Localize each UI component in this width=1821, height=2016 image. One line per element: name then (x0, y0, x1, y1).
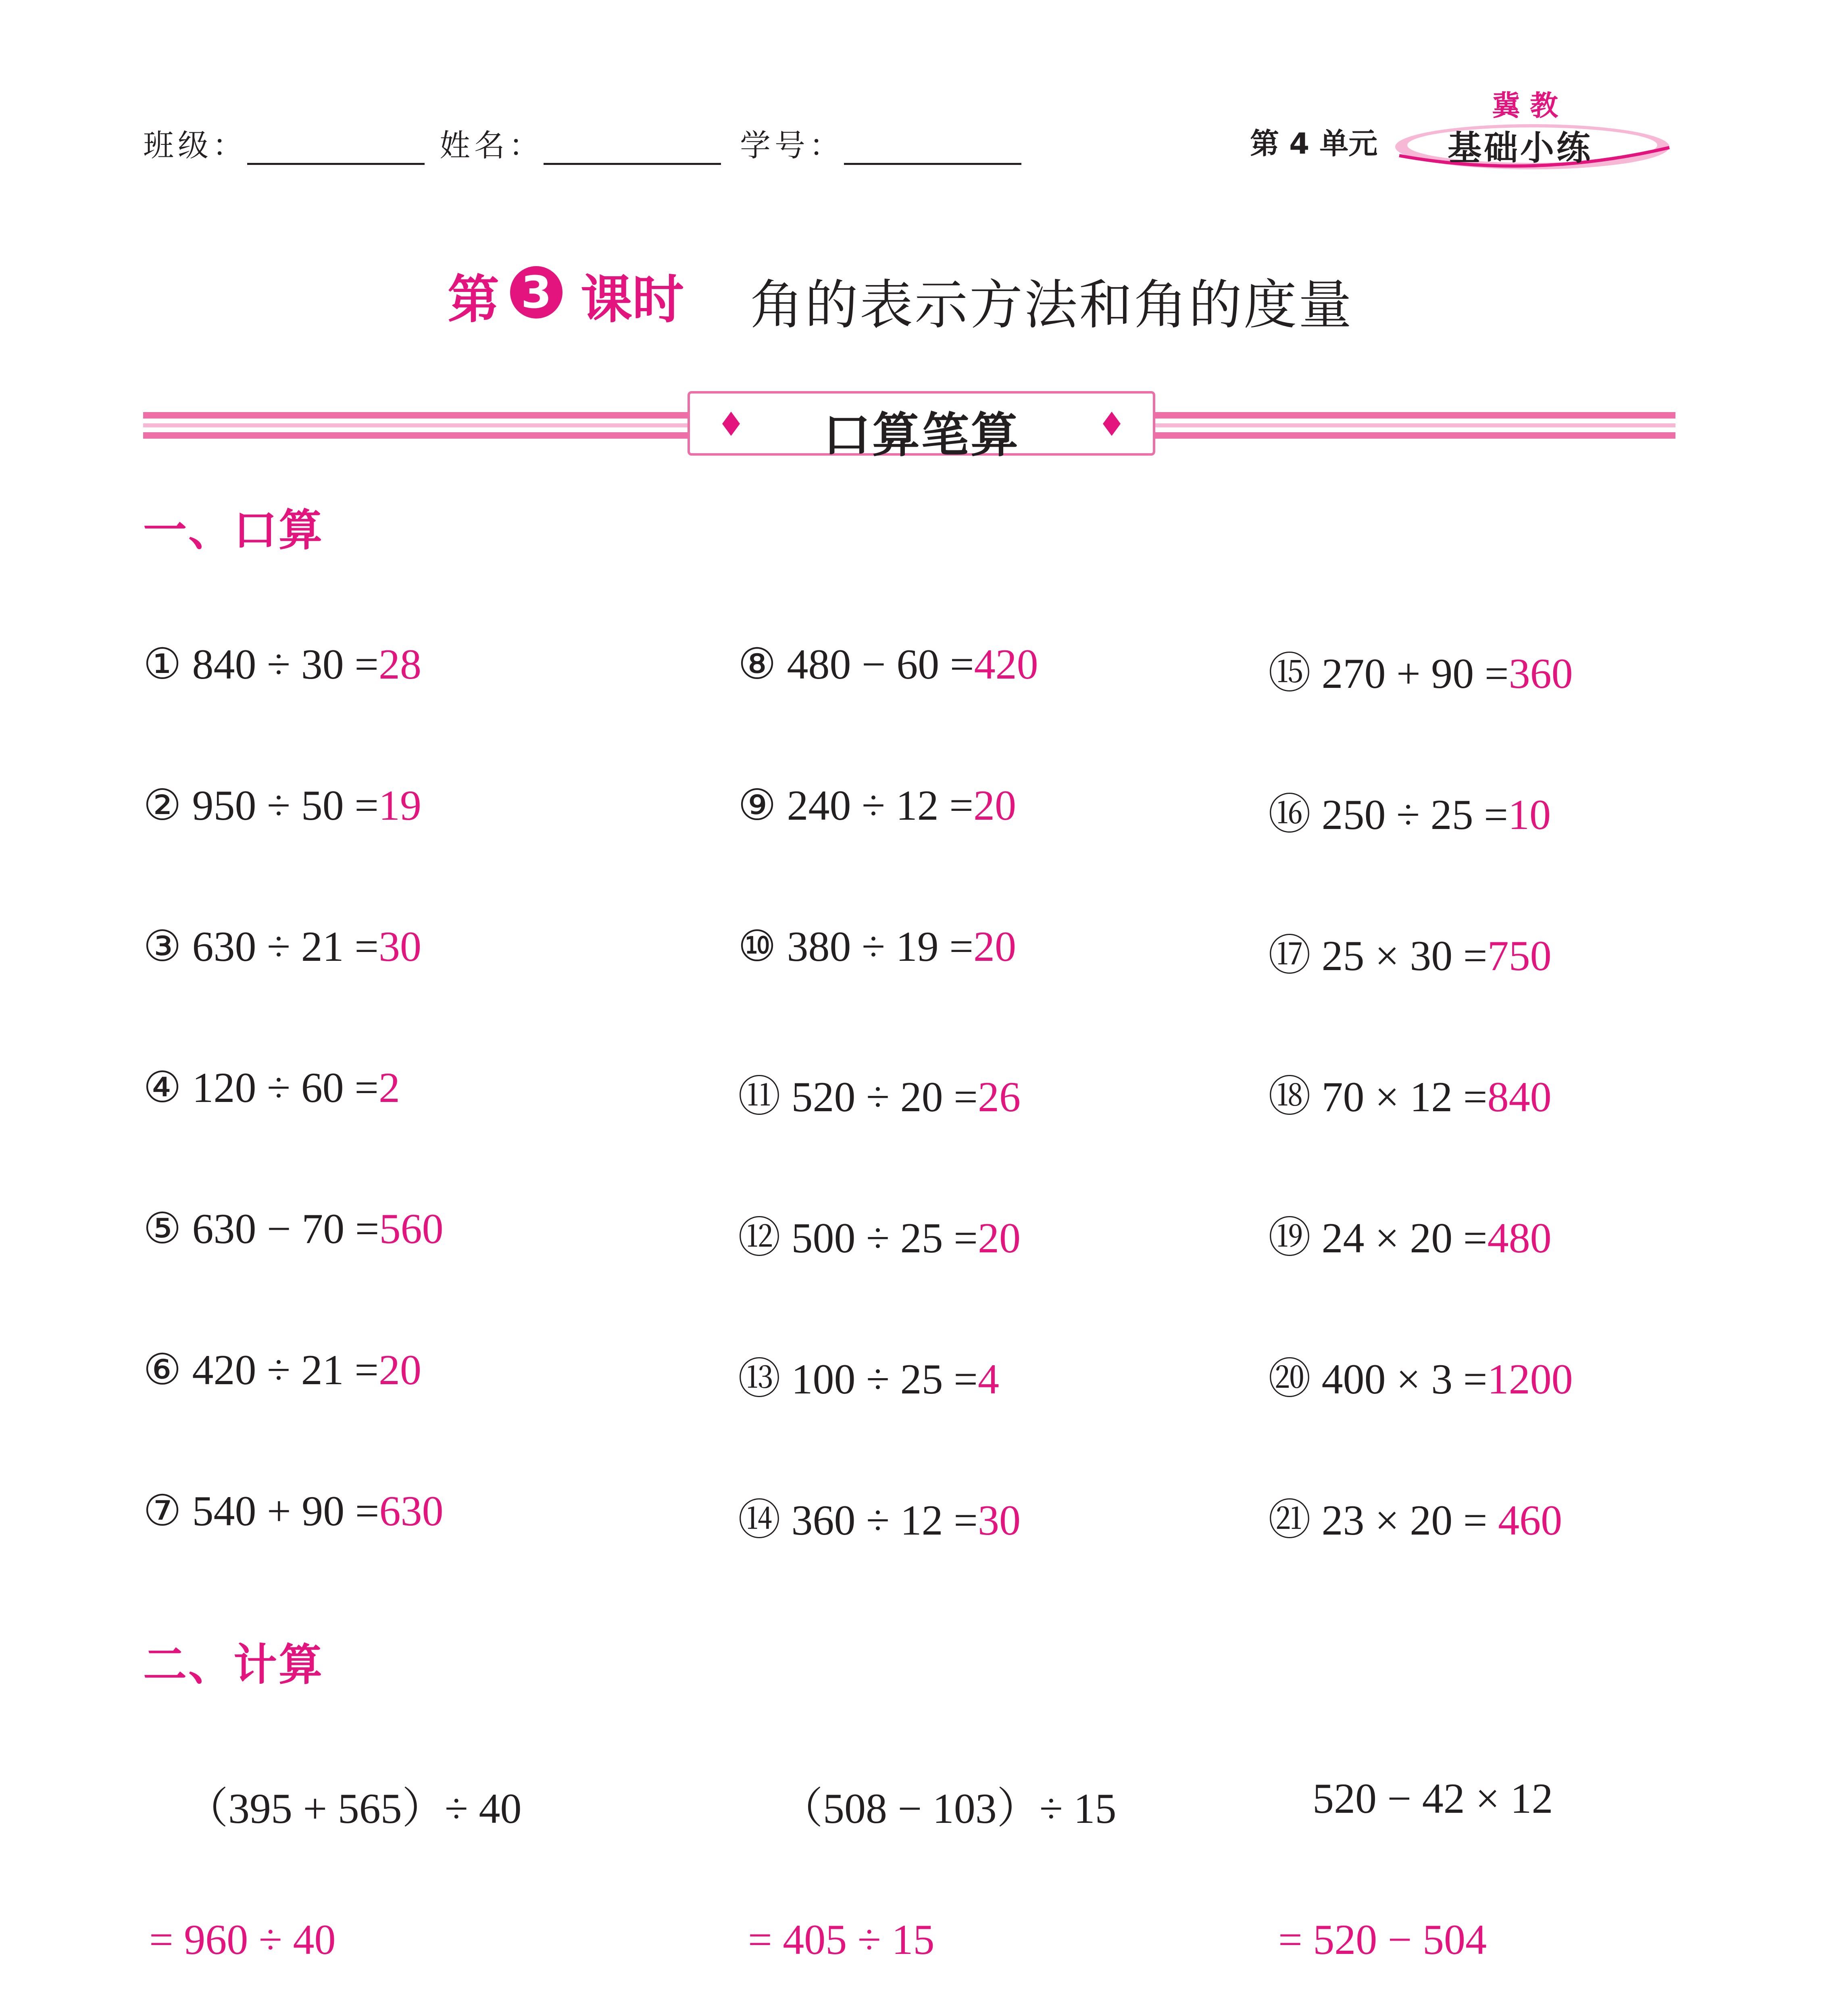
id-blank[interactable] (844, 139, 1021, 165)
oral-problem: ⑲ 24 × 20 =480 (1268, 1214, 1552, 1262)
oral-problem: ⑮ 270 + 90 =360 (1268, 650, 1573, 697)
answer: 560 (379, 1205, 444, 1252)
answer: 10 (1508, 791, 1551, 838)
part1-heading: 一、口算 (143, 505, 324, 556)
name-field (440, 121, 721, 165)
diamond-icon (1103, 412, 1121, 436)
answer: 20 (973, 782, 1016, 829)
oral-problem: ⑦ 540 + 90 =630 (143, 1487, 444, 1535)
oral-problem: ④ 120 ÷ 60 =2 (143, 1064, 400, 1111)
answer: 750 (1487, 932, 1552, 979)
section-band-box (688, 391, 1155, 463)
answer: 2 (379, 1064, 400, 1111)
answer: 360 (1508, 650, 1573, 697)
answer: 1200 (1487, 1356, 1573, 1403)
section-band-title: 口算笔算 (823, 407, 1020, 463)
answer: 28 (379, 641, 421, 688)
calc-expression: 520 − 42 × 12 (1313, 1775, 1553, 1822)
calc-expression: （395 + 565）÷ 40 (185, 1785, 522, 1832)
oral-problem: ⑧ 480 − 60 =420 (738, 641, 1038, 688)
lesson-prefix: 第 (448, 270, 500, 330)
name-blank[interactable] (544, 139, 721, 165)
calc-step: = 520 − 504 (1278, 1916, 1487, 1963)
answer: 480 (1487, 1214, 1552, 1262)
lesson-title: 角的表示方法和角的度量 (750, 274, 1353, 336)
lesson-number-badge: 3 (510, 266, 563, 319)
answer: 20 (379, 1346, 421, 1393)
answer: 20 (977, 1214, 1021, 1262)
calc-expression: （508 − 103）÷ 15 (780, 1785, 1117, 1832)
answer: 20 (973, 923, 1016, 970)
oral-problem: ② 950 ÷ 50 =19 (143, 782, 421, 829)
oral-problem: ⑯ 250 ÷ 25 =10 (1268, 791, 1551, 838)
oral-problem: ① 840 ÷ 30 =28 (143, 641, 421, 688)
oral-problem: ⑥ 420 ÷ 21 =20 (143, 1346, 421, 1393)
oral-problem: ⑩ 380 ÷ 19 =20 (738, 923, 1016, 970)
oral-problem: ⑭ 360 ÷ 12 =30 (738, 1497, 1021, 1544)
answer: 30 (977, 1497, 1021, 1544)
class-label: 班级： (143, 127, 247, 163)
brand-title: 基础小练 (1448, 128, 1593, 168)
answer: 30 (379, 923, 421, 970)
answer: 460 (1498, 1497, 1563, 1544)
class-blank[interactable] (247, 139, 425, 165)
oral-problem: ⑫ 500 ÷ 25 =20 (738, 1214, 1021, 1262)
oral-problem: ⑰ 25 × 30 =750 (1268, 932, 1552, 979)
publisher-label: 冀教 (1492, 89, 1568, 122)
oral-problem: ⑪ 520 ÷ 20 =26 (738, 1073, 1021, 1120)
answer: 840 (1487, 1073, 1552, 1120)
id-label: 学号： (740, 127, 844, 163)
unit-label: 第 4 单元 (1250, 127, 1378, 160)
oral-problem: ⑨ 240 ÷ 12 =20 (738, 782, 1016, 829)
answer: 630 (379, 1487, 444, 1535)
oral-problem: ㉑ 23 × 20 = 460 (1268, 1497, 1563, 1544)
answer: 19 (379, 782, 421, 829)
lesson-suffix: 课时 (581, 270, 684, 330)
calc-step: = 960 ÷ 40 (149, 1916, 336, 1963)
oral-problem: ⑤ 630 − 70 =560 (143, 1205, 444, 1252)
id-field (740, 121, 1021, 165)
class-field (143, 121, 425, 165)
calc-step: = 405 ÷ 15 (748, 1916, 935, 1963)
answer: 420 (974, 641, 1038, 688)
oral-problem: ⑱ 70 × 12 =840 (1268, 1073, 1552, 1120)
answer: 4 (977, 1356, 999, 1403)
oral-problem: ③ 630 ÷ 21 =30 (143, 923, 421, 970)
answer: 26 (977, 1073, 1021, 1120)
oral-problem: ⑳ 400 × 3 =1200 (1268, 1356, 1573, 1403)
name-label: 姓名： (440, 127, 544, 163)
oral-problem: ⑬ 100 ÷ 25 =4 (738, 1356, 999, 1403)
part2-heading: 二、计算 (143, 1640, 324, 1690)
